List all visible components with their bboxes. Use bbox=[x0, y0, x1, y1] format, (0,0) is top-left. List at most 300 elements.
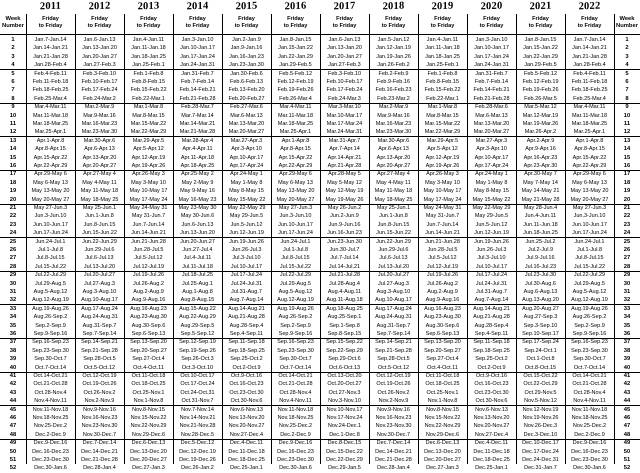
week-date-range: Apr.16-Apr.23 bbox=[523, 154, 558, 161]
week-date-range: Nov.27-Dec.4 bbox=[474, 431, 509, 438]
week-date-range: Mar.8-Mar.15 bbox=[426, 112, 459, 119]
week-date-range: Sep.23-Sep.30 bbox=[571, 347, 608, 354]
week-date-range: Apr.12-Apr.19 bbox=[425, 154, 460, 161]
group-rule bbox=[418, 103, 467, 104]
week-date-range: Oct.21-Oct.28 bbox=[572, 381, 607, 388]
week-date-range: Jun.6-Jun.13 bbox=[181, 221, 214, 228]
group-rule bbox=[124, 271, 173, 272]
week-date-range: Jan.24-Jan.31 bbox=[474, 62, 509, 69]
week-date-range: Apr.29-May 6 bbox=[573, 171, 606, 178]
week-number: 45 bbox=[623, 406, 631, 413]
week-date-range: Jul.15-Jul.22 bbox=[34, 263, 67, 270]
group-rule bbox=[565, 136, 614, 137]
week-number-column-left bbox=[0, 0, 26, 472]
group-rule bbox=[173, 304, 222, 305]
group-rule bbox=[124, 170, 173, 171]
week-date-range: Nov.18-Nov.25 bbox=[32, 415, 69, 421]
year-column-2022 bbox=[565, 0, 614, 472]
week-date-range: Jul.29-Aug.5 bbox=[574, 280, 605, 287]
week-date-range: Jan.22-Jan.29 bbox=[523, 53, 558, 60]
group-rule bbox=[320, 271, 369, 272]
week-date-range: Sep.15-Sep.22 bbox=[326, 339, 363, 346]
week-date-range: Feb.9-Feb.16 bbox=[376, 79, 411, 85]
week-date-range: May 19-May 26 bbox=[325, 196, 364, 203]
week-date-range: Jul.2-Jul.9 bbox=[527, 247, 554, 253]
week-date-range: Nov.7-Nov.14 bbox=[181, 406, 214, 413]
week-date-range: May 4-May 11 bbox=[82, 179, 117, 186]
group-rule bbox=[124, 237, 173, 238]
week-date-range: Feb.15-Feb.22 bbox=[130, 87, 167, 94]
group-rule bbox=[173, 338, 222, 339]
week-date-range: Sep.6-Sep.13 bbox=[131, 331, 166, 337]
week-date-range: Jan.8-Jan.15 bbox=[279, 37, 312, 43]
week-date-range: Nov.24-Dec.1 bbox=[327, 423, 362, 430]
week-date-range: Jun.16-Jun.23 bbox=[327, 230, 362, 237]
week-date-range: Dec.3-Dec.10 bbox=[523, 431, 558, 438]
group-rule bbox=[614, 103, 640, 104]
group-rule bbox=[418, 69, 467, 70]
week-date-range: Nov.26-Dec.3 bbox=[523, 423, 558, 430]
week-date-range: Jan.11-Jan.18 bbox=[131, 45, 166, 52]
week-date-range: Nov.11-Nov.18 bbox=[32, 406, 69, 413]
week-number: 39 bbox=[623, 356, 631, 363]
week-date-range: Jan.13-Jan.20 bbox=[82, 45, 117, 52]
week-date-range: Jul.19-Jul.26 bbox=[426, 272, 459, 279]
week-date-range: Mar.19-Mar.26 bbox=[522, 121, 559, 127]
group-rule bbox=[614, 204, 640, 205]
week-date-range: Oct.14-Oct.21 bbox=[278, 373, 313, 379]
friday-to-friday-label: Friday to Friday bbox=[234, 16, 259, 29]
week-date-range: Jul.24-Jul.31 bbox=[230, 280, 263, 287]
group-rule bbox=[565, 338, 614, 339]
week-date-range: Sep.25-Oct.2 bbox=[475, 356, 508, 363]
week-number: 37 bbox=[623, 339, 631, 346]
week-date-range: Aug.17-Aug.24 bbox=[81, 305, 118, 312]
week-date-range: Aug.9-Aug.16 bbox=[131, 297, 166, 304]
friday-to-friday-label: Friday to Friday bbox=[87, 16, 112, 29]
week-date-range: Dec.8-Dec.15 bbox=[327, 440, 362, 447]
week-date-range: Jul.28-Aug.4 bbox=[329, 280, 360, 287]
week-date-range: May 10-May 17 bbox=[423, 188, 462, 195]
week-date-range: Oct.16-Oct.23 bbox=[229, 381, 264, 388]
week-date-range: Sep.13-Sep.20 bbox=[130, 339, 167, 346]
group-rule bbox=[565, 69, 614, 70]
week-date-range: Mar.11-Mar.18 bbox=[32, 112, 69, 119]
friday-to-friday-label: Friday to Friday bbox=[283, 16, 308, 29]
group-rule bbox=[320, 372, 369, 373]
week-date-range: Oct.7-Oct.14 bbox=[279, 364, 312, 371]
week-date-range: Dec.27-Jan.3 bbox=[426, 465, 459, 472]
group-rule bbox=[320, 439, 369, 440]
week-date-range: Jul.18-Jul.25 bbox=[181, 272, 214, 279]
week-number: 34 bbox=[9, 314, 17, 321]
week-date-range: Oct.9-Oct.16 bbox=[230, 373, 263, 379]
year-label: 2021 bbox=[529, 0, 552, 13]
week-number: 23 bbox=[623, 221, 631, 228]
week-date-range: Mar.6-Mar.13 bbox=[230, 112, 263, 119]
week-date-range: Nov.13-Nov.20 bbox=[228, 415, 265, 421]
week-date-range: Mar.26-Apr.2 bbox=[524, 129, 557, 136]
group-rule bbox=[614, 237, 640, 238]
column-divider bbox=[75, 14, 76, 464]
week-date-range: May 13-May 20 bbox=[31, 188, 70, 195]
group-rule bbox=[271, 405, 320, 406]
week-date-range: Sep.3-Sep.10 bbox=[523, 322, 558, 329]
week-date-range: Dec.20-Dec.27 bbox=[424, 457, 461, 463]
week-date-range: Oct.6-Oct.13 bbox=[328, 364, 361, 371]
week-date-range: Jan.24-Jan.31 bbox=[180, 62, 215, 69]
week-date-range: Sep.18-Sep.25 bbox=[473, 347, 510, 354]
week-date-range: Oct.29-Nov.5 bbox=[524, 389, 557, 396]
week-number: 23 bbox=[9, 221, 17, 228]
week-date-range: Apr.23-Apr.30 bbox=[523, 163, 558, 169]
week-date-range: May 26-Jun.2 bbox=[327, 205, 362, 211]
week-date-range: Mar.27-Apr.3 bbox=[230, 137, 263, 144]
week-date-range: May 10-May 17 bbox=[129, 188, 168, 195]
week-date-range: May 22-May 29 bbox=[472, 205, 511, 211]
week-date-range: Jun.29-Jul.6 bbox=[84, 247, 115, 253]
week-date-range: Mar.28-Apr.4 bbox=[181, 137, 214, 144]
group-rule bbox=[614, 439, 640, 440]
week-date-range: Jun.14-Jun.21 bbox=[131, 230, 166, 237]
week-number: 35 bbox=[623, 322, 631, 329]
week-number: 42 bbox=[623, 381, 631, 388]
week-date-range: Mar.9-Mar.16 bbox=[377, 112, 410, 119]
week-date-range: Dec.17-Dec.24 bbox=[522, 448, 559, 455]
week-date-range: Oct.19-Oct.26 bbox=[82, 381, 117, 388]
week-number: 21 bbox=[623, 205, 631, 211]
week-date-range: May 12-May 19 bbox=[325, 188, 364, 195]
week-date-range: Apr.3-Apr.10 bbox=[476, 146, 507, 153]
week-date-range: Mar.15-Mar.22 bbox=[130, 121, 167, 127]
week-number: 14 bbox=[9, 146, 17, 153]
week-date-range: Apr.17-Apr.24 bbox=[474, 163, 509, 169]
week-number: 22 bbox=[9, 213, 17, 220]
week-number: 49 bbox=[623, 440, 631, 447]
week-number: 48 bbox=[623, 431, 631, 438]
week-date-range: Nov.29-Dec.6 bbox=[425, 431, 460, 438]
week-date-range: Jan.31-Feb.7 bbox=[475, 70, 508, 77]
week-date-range: Jan.29-Feb.5 bbox=[524, 62, 557, 69]
week-date-range: Nov.11-Nov.18 bbox=[277, 406, 314, 413]
week-date-range: Feb.26-Mar.5 bbox=[524, 95, 557, 102]
week-date-range: Jun.27-Jul.4 bbox=[182, 247, 213, 253]
week-date-range: Mar.16-Mar.23 bbox=[375, 121, 412, 127]
week-date-range: May 31-Jun.7 bbox=[425, 213, 460, 220]
week-date-range: Aug.24-Aug.31 bbox=[375, 314, 412, 321]
week-date-range: Dec.5-Dec.12 bbox=[180, 440, 215, 447]
group-rule bbox=[26, 338, 75, 339]
week-date-range: Sep.14-Sep.21 bbox=[81, 339, 118, 346]
week-number: 29 bbox=[9, 272, 17, 279]
week-date-range: Oct.16-Oct.23 bbox=[474, 381, 509, 388]
week-date-range: Mar.14-Mar.21 bbox=[179, 121, 216, 127]
week-date-range: Jun.22-Jun.29 bbox=[82, 238, 117, 245]
header-rule bbox=[0, 34, 640, 35]
week-date-range: Jan.11-Jan.18 bbox=[425, 45, 460, 52]
week-date-range: Oct.7-Oct.14 bbox=[34, 364, 67, 371]
week-date-range: Aug.25-Sep.1 bbox=[327, 314, 362, 321]
week-date-range: Oct.25-Nov.1 bbox=[426, 389, 459, 396]
week-date-range: Mar.21-Mar.28 bbox=[179, 129, 216, 136]
group-rule bbox=[467, 136, 516, 137]
group-rule bbox=[75, 170, 124, 171]
week-date-range: Apr.26-May 3 bbox=[426, 171, 459, 178]
week-date-range: May 6-May 13 bbox=[33, 179, 68, 186]
week-date-range: Oct.9-Oct.16 bbox=[475, 373, 508, 379]
week-date-range: Jun.3-Jun.10 bbox=[34, 213, 67, 220]
week-date-range: Aug.22-Aug.29 bbox=[179, 314, 216, 321]
week-number: 28 bbox=[623, 263, 631, 270]
week-date-range: Apr.17-Apr.24 bbox=[229, 163, 264, 169]
week-date-range: Dec.23-Dec.30 bbox=[32, 457, 69, 463]
group-rule bbox=[26, 136, 75, 137]
week-number: 29 bbox=[623, 272, 631, 279]
week-date-range: Oct.13-Oct.20 bbox=[327, 373, 362, 379]
group-rule bbox=[75, 304, 124, 305]
week-date-range: Jul.10-Jul.17 bbox=[475, 263, 508, 270]
group-rule bbox=[0, 69, 26, 70]
week-date-range: Apr.10-Apr.17 bbox=[474, 154, 509, 161]
week-date-range: Sep.30-Oct.7 bbox=[34, 356, 67, 363]
week-date-range: Dec.1-Dec.8 bbox=[329, 431, 360, 438]
week-date-range: Aug.2-Aug.9 bbox=[133, 289, 164, 295]
week-date-range: Nov.20-Nov.27 bbox=[473, 423, 510, 430]
year-column-2021 bbox=[516, 0, 565, 472]
group-rule bbox=[369, 372, 418, 373]
week-date-range: Apr.12-Apr.19 bbox=[131, 154, 166, 161]
week-date-range: Nov.23-Nov.30 bbox=[375, 423, 412, 430]
week-date-range: Oct.18-Oct.25 bbox=[425, 381, 460, 388]
group-rule bbox=[467, 237, 516, 238]
week-date-range: May 25-Jun.1 bbox=[376, 205, 411, 211]
week-number: 38 bbox=[9, 347, 17, 354]
week-date-range: Oct.25-Nov.1 bbox=[132, 389, 165, 396]
week-date-range: Nov.9-Nov.16 bbox=[377, 406, 410, 413]
week-date-range: Oct.28-Nov.4 bbox=[573, 389, 606, 396]
group-rule bbox=[26, 103, 75, 104]
week-date-range: Oct.30-Nov.6 bbox=[230, 398, 263, 405]
group-rule bbox=[565, 304, 614, 305]
week-date-range: Apr.8-Apr.15 bbox=[574, 146, 605, 153]
week-date-range: Mar.2-Mar.9 bbox=[84, 104, 115, 111]
week-date-range: May 20-May 27 bbox=[570, 196, 609, 203]
week-date-range: May 29-Jun.5 bbox=[474, 213, 509, 220]
week-date-range: Nov.15-Nov.22 bbox=[130, 415, 167, 421]
week-date-range: Mar.18-Mar.25 bbox=[571, 121, 608, 127]
week-date-range: Jun.15-Jun.22 bbox=[82, 230, 117, 237]
week-number: 26 bbox=[623, 247, 631, 253]
week-date-range: Nov.4-Nov.11 bbox=[34, 398, 67, 405]
week-date-range: Mar.6-Mar.13 bbox=[475, 112, 508, 119]
group-rule bbox=[516, 372, 565, 373]
group-rule bbox=[516, 204, 565, 205]
week-date-range: Nov.28-Dec.5 bbox=[180, 431, 215, 438]
week-date-range: Mar.20-Mar.27 bbox=[228, 129, 265, 136]
group-rule bbox=[26, 304, 75, 305]
week-date-range: Sep.8-Sep.15 bbox=[327, 331, 362, 337]
week-date-range: Jan.16-Jan.23 bbox=[229, 53, 264, 60]
week-date-range: Jan.28-Feb.4 bbox=[573, 62, 606, 69]
week-date-range: May 1-May 8 bbox=[475, 179, 508, 186]
group-rule bbox=[271, 372, 320, 373]
group-rule bbox=[26, 170, 75, 171]
week-date-range: Jan.26-Feb.2 bbox=[377, 62, 410, 69]
week-date-range: Mar.23-Mar.30 bbox=[375, 129, 412, 136]
week-date-range: Mar.25-Apr.1 bbox=[34, 129, 67, 136]
week-date-range: Nov.29-Dec.6 bbox=[131, 431, 166, 438]
week-date-range: Dec.16-Dec.23 bbox=[277, 448, 314, 455]
week-date-range: Jan.2-Jan.9 bbox=[232, 37, 261, 43]
group-rule bbox=[369, 204, 418, 205]
week-number: 32 bbox=[9, 297, 17, 304]
week-date-range: Jan.3-Jan.10 bbox=[475, 37, 508, 43]
week-date-range: Oct.28-Nov.4 bbox=[279, 389, 312, 396]
week-date-range: Feb.10-Feb.17 bbox=[326, 79, 363, 85]
week-date-range: Dec.2-Dec.9 bbox=[574, 431, 605, 438]
week-date-range: Feb.17-Feb.24 bbox=[326, 87, 363, 94]
week-number: 1 bbox=[11, 37, 15, 43]
year-label: 2011 bbox=[39, 0, 62, 13]
week-date-range: Apr.13-Apr.20 bbox=[82, 154, 117, 161]
week-date-range: Jan.5-Jan.12 bbox=[377, 37, 410, 43]
group-rule bbox=[173, 237, 222, 238]
group-rule bbox=[0, 372, 26, 373]
group-rule bbox=[418, 338, 467, 339]
week-date-range: Feb.28-Mar.7 bbox=[181, 104, 214, 111]
week-date-range: Dec.18-Dec.25 bbox=[228, 457, 265, 463]
week-number: 46 bbox=[623, 415, 631, 421]
group-rule bbox=[124, 439, 173, 440]
week-date-range: Nov.9-Nov.16 bbox=[83, 406, 116, 413]
week-number: 16 bbox=[9, 163, 17, 169]
group-rule bbox=[516, 103, 565, 104]
week-date-range: Apr.10-Apr.17 bbox=[229, 154, 264, 161]
week-date-range: Feb.4-Feb.11 bbox=[573, 70, 606, 77]
week-date-range: Jun.7-Jun.14 bbox=[426, 221, 459, 228]
week-date-range: Jul.5-Jul.12 bbox=[134, 255, 163, 262]
week-date-range: Oct.8-Oct.15 bbox=[524, 364, 557, 371]
week-date-range: Sep.23-Sep.30 bbox=[32, 347, 69, 354]
week-date-range: Nov.21-Nov.28 bbox=[179, 423, 216, 430]
group-rule bbox=[75, 136, 124, 137]
week-date-range: Feb.3-Feb.10 bbox=[327, 70, 362, 77]
week-date-range: Jan.14-Jan.21 bbox=[572, 45, 607, 52]
group-rule bbox=[614, 136, 640, 137]
group-rule bbox=[26, 439, 75, 440]
week-date-range: Apr.1-Apr.8 bbox=[575, 137, 604, 144]
week-date-range: May 6-May 13 bbox=[572, 179, 607, 186]
group-rule bbox=[222, 170, 271, 171]
group-rule bbox=[173, 271, 222, 272]
year-label: 2019 bbox=[431, 0, 454, 13]
group-rule bbox=[320, 136, 369, 137]
week-date-range: Dec.9-Dec.16 bbox=[572, 440, 607, 447]
week-date-range: Oct.28-Nov.4 bbox=[34, 389, 67, 396]
group-rule bbox=[0, 338, 26, 339]
week-date-range: Mar.4-Mar.11 bbox=[34, 104, 67, 111]
group-rule bbox=[75, 439, 124, 440]
group-rule bbox=[222, 237, 271, 238]
week-date-range: Jul.31-Aug.7 bbox=[231, 289, 262, 295]
week-date-range: Jun.4-Jun.11 bbox=[524, 213, 557, 220]
week-date-range: Dec.12-Dec.19 bbox=[179, 448, 216, 455]
week-date-range: Mar.25-Apr.1 bbox=[279, 129, 312, 136]
group-rule bbox=[320, 69, 369, 70]
year-label: 2016 bbox=[284, 0, 307, 13]
week-date-range: Dec.23-Dec.30 bbox=[277, 457, 314, 463]
group-rule bbox=[516, 439, 565, 440]
week-date-range: Dec.18-Dec.25 bbox=[473, 457, 510, 463]
week-date-range: Jan.19-Jan.26 bbox=[376, 53, 411, 60]
week-date-range: Apr.9-Apr.16 bbox=[525, 146, 556, 153]
week-date-range: Dec.25-Jan.1 bbox=[475, 465, 508, 472]
group-rule bbox=[124, 103, 173, 104]
week-date-range: Apr.15-Apr.22 bbox=[572, 154, 607, 161]
year-label: 2015 bbox=[235, 0, 258, 13]
week-date-range: Dec.4-Dec.11 bbox=[474, 440, 509, 447]
group-rule bbox=[75, 204, 124, 205]
week-date-range: Dec.30-Jan.6 bbox=[279, 465, 312, 472]
week-date-range: Nov.15-Nov.22 bbox=[424, 415, 461, 421]
week-number: 21 bbox=[9, 205, 17, 211]
week-date-range: Feb.14-Feb.21 bbox=[179, 87, 216, 94]
group-rule bbox=[565, 439, 614, 440]
week-date-range: Jun.28-Jul.5 bbox=[133, 247, 164, 253]
group-rule bbox=[418, 304, 467, 305]
week-date-range: Mar.18-Mar.25 bbox=[32, 121, 69, 127]
week-date-range: Dec.25-Jan.1 bbox=[230, 465, 263, 472]
week-date-range: Sep.2-Sep.9 bbox=[574, 322, 605, 329]
week-date-range: Aug.3-Aug.10 bbox=[376, 289, 411, 295]
week-date-range: Jun.19-Jun.26 bbox=[474, 238, 509, 245]
week-date-range: Dec.30-Jan.6 bbox=[34, 465, 67, 472]
week-date-range: Jul.8-Jul.15 bbox=[36, 255, 65, 262]
group-rule bbox=[369, 170, 418, 171]
week-date-range: Oct.10-Oct.17 bbox=[180, 373, 215, 379]
week-number: 27 bbox=[623, 255, 631, 262]
week-date-range: Sep.27-Oct.4 bbox=[426, 356, 459, 363]
week-date-range: Feb.21-Feb.28 bbox=[179, 95, 216, 102]
week-date-range: Jun.5-Jun.12 bbox=[230, 221, 263, 228]
week-date-range: Jan.17-Jan.24 bbox=[474, 53, 509, 60]
column-divider bbox=[124, 14, 125, 464]
week-date-range: Oct.22-Oct.29 bbox=[523, 381, 558, 388]
group-rule bbox=[614, 338, 640, 339]
week-date-range: Feb.22-Mar.1 bbox=[426, 95, 459, 102]
week-date-range: Feb.27-Mar.6 bbox=[230, 104, 263, 111]
year-label: 2013 bbox=[137, 0, 160, 13]
column-divider bbox=[369, 14, 370, 464]
week-date-range: Sep.10-Sep.17 bbox=[522, 331, 559, 337]
week-date-range: Aug.23-Aug.30 bbox=[130, 314, 167, 321]
week-date-range: Feb.16-Feb.23 bbox=[375, 87, 412, 94]
week-number: 48 bbox=[9, 431, 17, 438]
week-date-range: Nov.14-Nov.21 bbox=[179, 415, 216, 421]
week-date-range: Nov.18-Nov.25 bbox=[277, 415, 314, 421]
week-date-range: Aug.19-Aug.26 bbox=[277, 305, 314, 312]
group-rule bbox=[271, 136, 320, 137]
week-number: 41 bbox=[623, 373, 631, 379]
week-number: 50 bbox=[9, 448, 17, 455]
week-date-range: Oct.27-Nov.3 bbox=[328, 389, 361, 396]
group-rule bbox=[0, 439, 26, 440]
week-number: 28 bbox=[9, 263, 17, 270]
group-rule bbox=[516, 271, 565, 272]
week-date-range: May 25-Jun.1 bbox=[82, 205, 117, 211]
week-number: 3 bbox=[625, 53, 629, 60]
week-date-range: Jun.3-Jun.10 bbox=[279, 213, 312, 220]
